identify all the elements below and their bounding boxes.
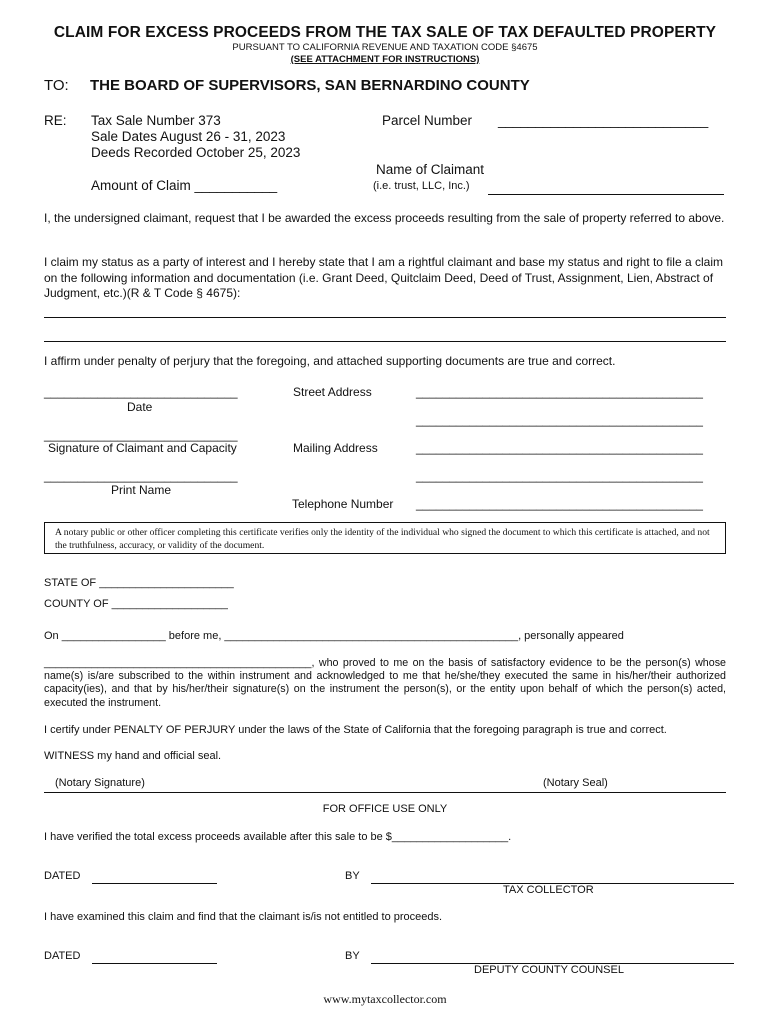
by-label-2: BY <box>345 950 360 962</box>
name-of-claimant-label: Name of Claimant <box>376 162 485 177</box>
documentation-line-2[interactable] <box>44 341 726 342</box>
certify-statement: I certify under PENALTY OF PERJURY under the laws of the State of California that the foregoing paragraph is true and correct. <box>44 724 667 736</box>
date-field[interactable]: _____________________________ <box>44 385 238 399</box>
print-name-label: Print Name <box>111 483 172 497</box>
verified-statement[interactable]: I have verified the total excess proceeds available after this sale to be $___________________. <box>44 831 512 843</box>
claimant-hint: (i.e. trust, LLC, Inc.) <box>373 180 470 192</box>
deeds-recorded: Deeds Recorded October 25, 2023 <box>91 145 301 160</box>
office-use-heading: FOR OFFICE USE ONLY <box>322 803 448 815</box>
footer-website[interactable]: www.mytaxcollector.com <box>323 992 447 1006</box>
mailing-address-label: Mailing Address <box>293 441 378 455</box>
notary-seal-label: (Notary Seal) <box>543 777 608 789</box>
claimant-name-field[interactable] <box>488 194 724 195</box>
dated-field-2[interactable] <box>92 963 217 964</box>
dated-label-2: DATED <box>44 950 81 962</box>
street-address-label: Street Address <box>293 385 372 399</box>
mailing-address-field-2[interactable]: ___________________________________________ <box>416 469 703 483</box>
state-of-field[interactable]: STATE OF ______________________ <box>44 577 234 589</box>
mailing-address-field[interactable]: ___________________________________________ <box>416 441 703 455</box>
request-paragraph: I, the undersigned claimant, request that I be awarded the excess proceeds resulting from the sale of property referred to above. <box>44 211 725 225</box>
notary-signature-label: (Notary Signature) <box>55 777 145 789</box>
notary-notice-text: A notary public or other officer completing this certificate verifies only the identity of the individual who signed the document to which this certificate is attached, and not the truthfulness, accuracy, or validity of the document. <box>55 527 710 551</box>
deputy-county-counsel-label: DEPUTY COUNTY COUNSEL <box>474 964 624 976</box>
signature-label: Signature of Claimant and Capacity <box>48 441 237 455</box>
date-label: Date <box>127 400 153 414</box>
signature-field[interactable]: _____________________________ <box>44 428 238 442</box>
sale-dates: Sale Dates August 26 - 31, 2023 <box>91 129 286 144</box>
by-label-1: BY <box>345 870 360 882</box>
notary-notice-box <box>44 522 726 554</box>
print-name-field[interactable]: _____________________________ <box>44 469 238 483</box>
documentation-line-1[interactable] <box>44 317 726 318</box>
county-of-field[interactable]: COUNTY OF ___________________ <box>44 598 228 610</box>
witness-statement: WITNESS my hand and official seal. <box>44 750 222 762</box>
telephone-field[interactable]: ___________________________________________ <box>416 497 703 511</box>
tax-collector-label: TAX COLLECTOR <box>503 884 594 896</box>
instructions-link[interactable]: (SEE ATTACHMENT FOR INSTRUCTIONS) <box>290 54 480 65</box>
street-address-field[interactable]: ___________________________________________ <box>416 385 703 399</box>
status-paragraph: I claim my status as a party of interest and I hereby state that I am a rightful claimant and base my status and right to file a claim on the following information and documentation (i.e. Grant Deed, Quitclaim Deed, Deed of Trust, Assignment, Lien, Abstract of Judgment, etc.)(R & T Code § 4675): <box>44 255 723 300</box>
parcel-number-field[interactable]: ____________________________ <box>498 113 709 128</box>
examined-statement: I have examined this claim and find that the claimant is/is not entitled to proceeds. <box>44 911 443 923</box>
proof-paragraph: _____________________________________________, who proved to me on the basis of satisfactory evidence to be the person(s) whose name(s) is/are subscribed to the within instrument and acknowledged to me that he/she/they executed the same in his/her/their authorized capacity(ies), and that by his/her/their signature(s) on the instrument the person(s), or the entity upon behalf of which the person(s) acted, executed the instrument. <box>44 657 726 709</box>
tax-sale-number: Tax Sale Number 373 <box>91 113 221 128</box>
notary-signature-line[interactable] <box>44 792 726 793</box>
to-recipient: THE BOARD OF SUPERVISORS, SAN BERNARDINO COUNTY <box>90 77 530 94</box>
appearance-line[interactable]: On _________________ before me, ________________________________________________, personally appeared <box>44 630 624 642</box>
dated-field-1[interactable] <box>92 883 217 884</box>
telephone-label: Telephone Number <box>292 497 394 511</box>
street-address-field-2[interactable]: ___________________________________________ <box>416 413 703 427</box>
affirm-statement: I affirm under penalty of perjury that the foregoing, and attached supporting documents are true and correct. <box>44 354 616 368</box>
dated-label-1: DATED <box>44 870 81 882</box>
re-label: RE: <box>44 113 67 128</box>
form-subtitle: PURSUANT TO CALIFORNIA REVENUE AND TAXATION CODE §4675 <box>232 42 538 53</box>
parcel-number-label: Parcel Number <box>382 113 473 128</box>
to-label: TO: <box>44 77 69 94</box>
amount-of-claim-field[interactable]: Amount of Claim ___________ <box>91 178 278 193</box>
form-title: CLAIM FOR EXCESS PROCEEDS FROM THE TAX SALE OF TAX DEFAULTED PROPERTY <box>53 24 717 41</box>
